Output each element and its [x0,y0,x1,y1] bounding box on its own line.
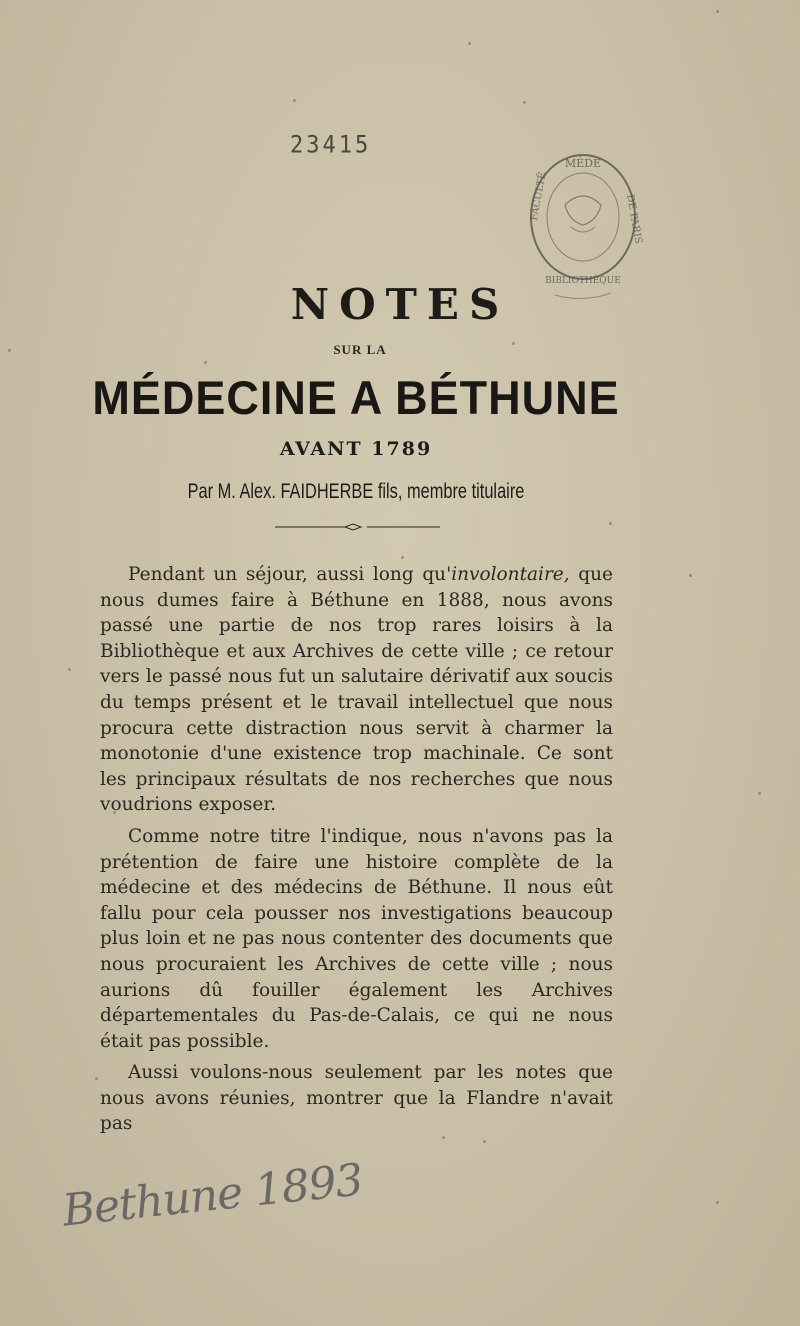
paper-speck [293,99,296,102]
paragraph-1-start: Pendant un séjour, aussi long qu' [128,564,452,585]
author-line: Par M. Alex. FAIDHERBE fils, membre titulaire [187,480,525,503]
paper-speck [758,792,761,795]
paper-speck [204,361,207,364]
paragraph-1 [100,562,613,818]
catalog-number: 23415 [290,131,372,160]
paper-speck [523,101,526,104]
paper-speck [468,42,471,45]
svg-text:BIBLIOTHÈQUE: BIBLIOTHÈQUE [545,276,621,286]
main-title: MÉDECINE A BÉTHUNE [92,370,620,425]
handwritten-note: Bethune 1893 [60,1154,365,1237]
paper-speck [689,574,692,577]
svg-text:DE PARIS: DE PARIS [624,193,644,245]
paper-speck [401,556,404,559]
paper-speck [609,522,612,525]
title-notes: NOTES [290,280,510,329]
paragraph-3: Aussi voulons-nous seulement par les notes que nous avons réunies, montrer que la Flandre n'avait pas [100,1062,613,1135]
body-text [100,562,613,1143]
paragraph-2: Comme notre titre l'indique, nous n'avons pas la prétention de faire une histoire complète de la médecine et des médecins de Béthune. Il nous eût fallu pour cela pousser nos investigations beaucoup plus loin et ne pas nous contenter des documents que nous procuraient les Archives de cette ville ; nous aurions dû fouiller également les Archives départementales du Pas-de-Calais, ce qui ne nous était pas possible. [100,825,613,1052]
paper-speck [68,668,71,671]
title-sur-la: SUR LA [333,342,387,357]
subtitle-date: AVANT 1789 [279,438,433,460]
paragraph-1-rest: que nous dumes faire à Béthune en 1888, nous avons passé une partie de nos trop rares loisirs à la Bibliothèque et aux Archives de cette ville ; ce retour vers le passé nous fut un salutaire dérivatif aux soucis du temps présent et le travail intellectuel que nous procura cette distraction nous servit à charmer la monotonie d'une existence trop machinale. Ce sont les principaux résultats de nos recherches que nous voudrions exposer. [100,564,613,816]
svg-text:FACULTÉ: FACULTÉ [529,171,549,222]
paper-speck [716,1201,719,1204]
paper-speck [95,1077,98,1080]
paper-speck [716,10,719,13]
svg-text:MÉDE: MÉDE [564,157,602,170]
paragraph-1-italic: involontaire, [451,564,570,585]
ornament-divider-icon [275,520,440,534]
